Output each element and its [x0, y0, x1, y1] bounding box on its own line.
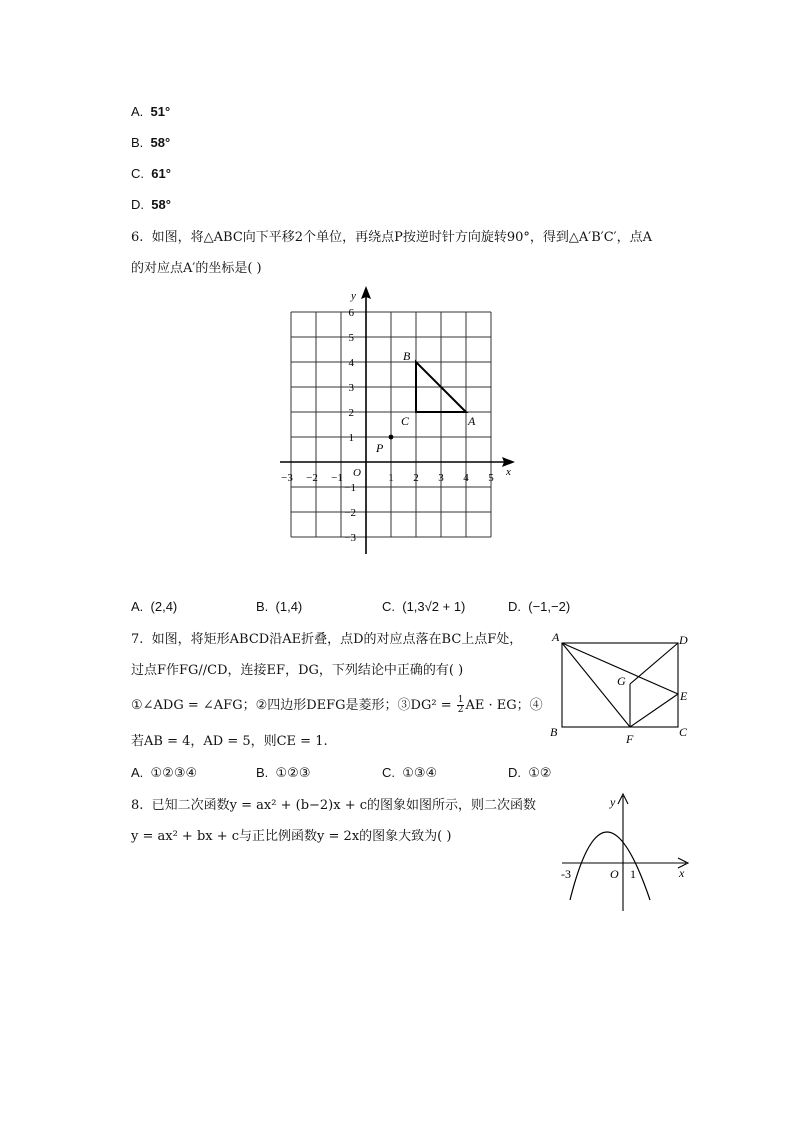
q6-option-c[interactable] — [382, 599, 465, 614]
y-axis-label: y — [610, 795, 616, 809]
fraction-numerator: 1 — [457, 695, 464, 705]
q7-option-a[interactable] — [131, 765, 197, 781]
point-f-label: F — [626, 732, 634, 746]
point-c-label: C — [679, 725, 688, 739]
point-a-label: A — [552, 630, 560, 644]
x-tick: 5 — [488, 472, 494, 484]
option-value: ①②③ — [275, 765, 311, 780]
q7-stem-line4: 若AB = 4，AD = 5，则CE = 1. — [131, 734, 328, 749]
point-g-label: G — [617, 674, 626, 688]
q5-option-b[interactable] — [131, 135, 170, 150]
option-value: (2,4) — [150, 599, 178, 614]
question-text: 如图，将△ABC向下平移2个单位，再绕点P按逆时针方向旋转90°，得到△A′B′C′，点A — [151, 230, 652, 245]
y-tick: 3 — [348, 382, 354, 394]
option-letter: B. — [256, 599, 269, 614]
q7-option-c[interactable] — [382, 765, 437, 781]
fraction-denominator: 2 — [457, 705, 464, 715]
option-letter: B. — [256, 765, 269, 780]
option-value: (−1,−2) — [528, 599, 571, 614]
axes — [562, 796, 686, 911]
origin-label: O — [610, 867, 619, 881]
x-tick: −2 — [306, 472, 318, 484]
option-letter: D. — [508, 599, 521, 614]
point-d-label: D — [679, 633, 688, 647]
option-letter: B. — [131, 135, 144, 150]
q5-option-a[interactable] — [131, 104, 170, 119]
y-axis-label: y — [351, 290, 356, 302]
y-tick: 1 — [348, 432, 354, 444]
option-letter: A. — [131, 104, 144, 119]
y-tick: 2 — [348, 407, 354, 419]
question-text: 已知二次函数y = ax² + (b−2)x + c的图象如图所示，则二次函数 — [151, 798, 537, 813]
option-value: ①②③④ — [150, 765, 198, 780]
point-p — [389, 435, 394, 440]
point-b-label: B — [550, 725, 558, 739]
y-tick: 4 — [348, 357, 354, 369]
q7-stem-line2: 过点F作FG//CD，连接EF，DG，下列结论中正确的有( ) — [131, 663, 464, 678]
point-b-label: B — [403, 349, 411, 363]
grid-lines — [291, 312, 491, 537]
option-letter: C. — [131, 166, 144, 181]
q6-option-d[interactable] — [508, 599, 570, 614]
question-number: 8. — [131, 798, 144, 813]
statements-text: ①∠ADG = ∠AFG；②四边形DEFG是菱形；③DG² = — [131, 698, 456, 713]
x-axis-label: x — [679, 866, 685, 880]
q8-stem-line2: y = ax² + bx + c与正比例函数y = 2x的图象大致为( ) — [131, 829, 452, 844]
statements-text-cont: AE · EG；④ — [465, 698, 543, 713]
option-letter: C. — [382, 599, 395, 614]
y-tick-labels — [344, 307, 356, 544]
option-letter: A. — [131, 599, 144, 614]
x-tick: 3 — [438, 472, 444, 484]
q6-option-b[interactable] — [256, 599, 302, 614]
point-p-label: P — [376, 441, 384, 455]
q6-stem-line1 — [131, 228, 652, 248]
q7-option-b[interactable] — [256, 765, 311, 781]
point-c-label: C — [401, 414, 410, 428]
q7-stem-line1 — [131, 630, 522, 650]
option-value: 51° — [150, 104, 171, 119]
origin-label: O — [353, 467, 361, 479]
x-tick: 4 — [463, 472, 469, 484]
q5-option-c[interactable] — [131, 166, 171, 181]
x-axis-label: x — [506, 466, 511, 478]
q8-stem-line1 — [131, 796, 536, 816]
tick-1: 1 — [630, 867, 636, 881]
y-tick: −2 — [344, 507, 356, 519]
point-a-label: A — [468, 414, 476, 428]
y-tick: 5 — [348, 332, 354, 344]
option-value: 58° — [150, 135, 171, 150]
option-value: 61° — [151, 166, 171, 181]
point-e-label: E — [680, 689, 688, 703]
q5-option-d[interactable] — [131, 197, 171, 212]
x-tick-labels — [281, 472, 494, 484]
option-letter: C. — [382, 765, 395, 780]
option-value: (1,3√2 + 1) — [402, 599, 466, 614]
q7-option-d[interactable] — [508, 765, 552, 781]
y-tick: 6 — [348, 307, 354, 319]
tick-minus-3: -3 — [561, 867, 571, 881]
q7-stem-line3 — [131, 696, 543, 716]
option-value: ①③④ — [402, 765, 438, 780]
parabola-curve — [570, 832, 650, 900]
q6-coordinate-figure — [270, 282, 520, 562]
y-tick: −3 — [344, 532, 356, 544]
x-tick: 1 — [388, 472, 394, 484]
question-text: 如图，将矩形ABCD沿AE折叠，点D的对应点落在BC上点F处， — [151, 632, 523, 647]
x-tick: −1 — [331, 472, 343, 484]
option-value: (1,4) — [275, 599, 303, 614]
fraction-half — [457, 696, 465, 715]
q8-parabola-figure — [560, 790, 694, 914]
option-letter: D. — [508, 765, 521, 780]
option-letter: D. — [131, 197, 144, 212]
x-tick: −3 — [281, 472, 293, 484]
option-value: 58° — [151, 197, 171, 212]
question-number: 6. — [131, 230, 144, 245]
y-tick: −1 — [344, 482, 356, 494]
q7-rectangle-figure — [544, 628, 694, 748]
q6-stem-line2: 的对应点A′的坐标是( ) — [131, 261, 262, 276]
option-value: ①② — [528, 765, 552, 780]
option-letter: A. — [131, 765, 144, 780]
x-tick: 2 — [413, 472, 419, 484]
question-number: 7. — [131, 632, 144, 647]
q6-option-a[interactable] — [131, 599, 177, 614]
